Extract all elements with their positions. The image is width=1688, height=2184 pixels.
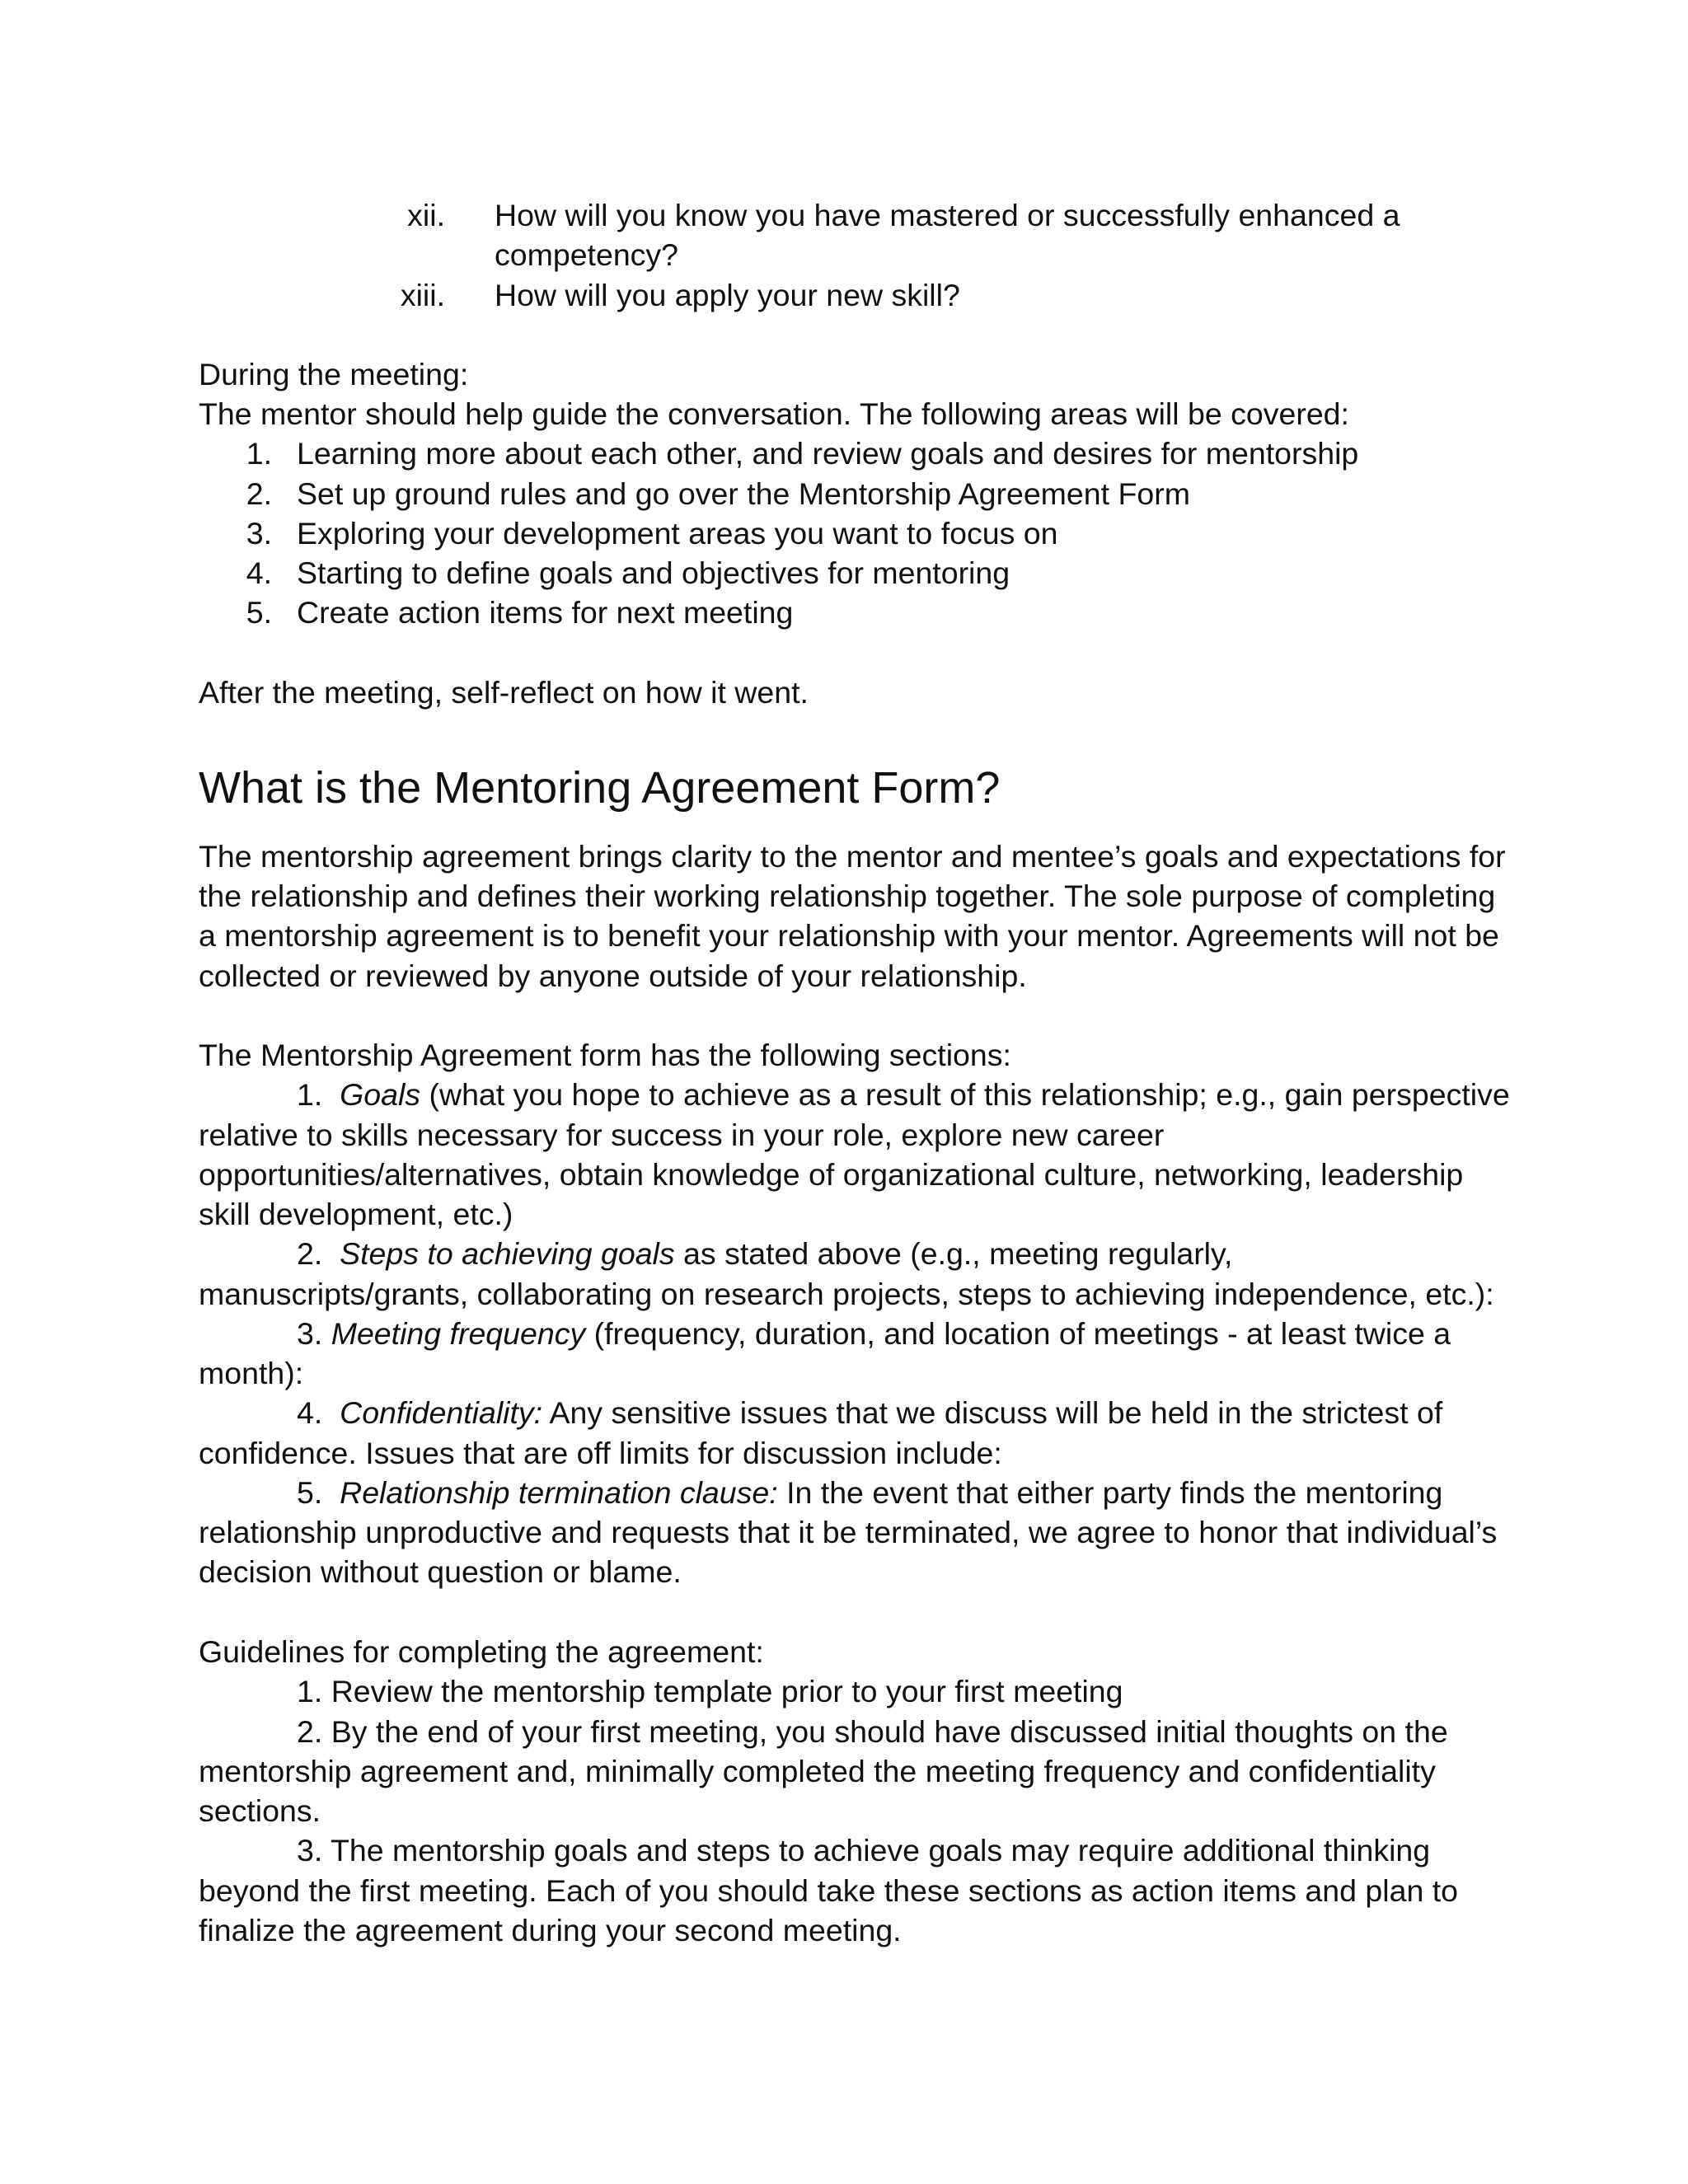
- list-item: Exploring your development areas you want to focus on: [297, 516, 1058, 551]
- section-num: 4.: [297, 1395, 323, 1430]
- guideline-item: 3. The mentorship goals and steps to achieve goals may require additional thinking: [297, 1833, 1431, 1868]
- section-text: manuscripts/grants, collaborating on research projects, steps to achieving independence, etc.):: [199, 1277, 1494, 1311]
- section-num: 1.: [297, 1077, 323, 1112]
- section-num: 2.: [297, 1236, 323, 1271]
- section-title: Meeting frequency: [331, 1316, 586, 1351]
- section-title: Confidentiality:: [340, 1395, 543, 1430]
- during-label: During the meeting:: [199, 357, 469, 391]
- section-num: 3.: [297, 1316, 323, 1351]
- section-text: relationship unproductive and requests that it be terminated, we agree to honor that individual’s: [199, 1515, 1498, 1549]
- list-item-number: 4.: [246, 555, 272, 590]
- section-text: In the event that either party finds the mentoring: [777, 1475, 1443, 1510]
- section-item-5: [297, 1473, 1442, 1512]
- roman-item-text: How will you know you have mastered or successfully enhanced a: [495, 198, 1400, 232]
- list-item-number: 2.: [246, 476, 272, 511]
- guideline-text: sections.: [199, 1793, 321, 1828]
- guideline-text: finalize the agreement during your second meeting.: [199, 1913, 902, 1947]
- list-item: Set up ground rules and go over the Mentorship Agreement Form: [297, 476, 1190, 511]
- guideline-text: beyond the first meeting. Each of you should take these sections as action items and plan to: [199, 1873, 1458, 1908]
- guideline-text: mentorship agreement and, minimally completed the meeting frequency and confidentiality: [199, 1754, 1436, 1788]
- during-intro: The mentor should help guide the conversation. The following areas will be covered:: [199, 396, 1349, 431]
- section-heading: What is the Mentoring Agreement Form?: [199, 763, 1001, 813]
- guidelines-label: Guidelines for completing the agreement:: [199, 1634, 764, 1669]
- section-title: Relationship termination clause:: [340, 1475, 778, 1510]
- section-text: relative to skills necessary for success in your role, explore new career: [199, 1118, 1165, 1152]
- section-text: (what you hope to achieve as a result of this relationship; e.g., gain perspective: [420, 1077, 1510, 1112]
- list-item: Starting to define goals and objectives for mentoring: [297, 555, 1010, 590]
- section-title: Goals: [340, 1077, 421, 1112]
- section-text: decision without question or blame.: [199, 1554, 682, 1589]
- section-text: Any sensitive issues that we discuss will be held in the strictest of: [542, 1395, 1443, 1430]
- roman-num: xii.: [407, 198, 445, 232]
- paragraph-line: the relationship and defines their working relationship together. The sole purpose of completing: [199, 879, 1496, 913]
- roman-item-text: How will you apply your new skill?: [495, 278, 960, 312]
- paragraph-line: collected or reviewed by anyone outside of your relationship.: [199, 958, 1027, 993]
- after-meeting-text: After the meeting, self-reflect on how it went.: [199, 675, 809, 710]
- list-item-number: 5.: [246, 595, 272, 630]
- sections-label: The Mentorship Agreement form has the following sections:: [199, 1038, 1011, 1072]
- section-text: month):: [199, 1356, 304, 1390]
- section-text: confidence. Issues that are off limits for discussion include:: [199, 1436, 1002, 1470]
- section-text: opportunities/alternatives, obtain knowledge of organizational culture, networking, leadership: [199, 1157, 1464, 1192]
- section-item-1: [297, 1075, 1510, 1114]
- section-title: Steps to achieving goals: [340, 1236, 675, 1271]
- paragraph-line: The mentorship agreement brings clarity to the mentor and mentee’s goals and expectations for: [199, 839, 1506, 874]
- section-num: 5.: [297, 1475, 323, 1510]
- section-text: as stated above (e.g., meeting regularly,: [674, 1236, 1233, 1271]
- section-text: skill development, etc.): [199, 1197, 513, 1231]
- section-item-2: [297, 1234, 1232, 1273]
- guideline-item: 2. By the end of your first meeting, you should have discussed initial thoughts on the: [297, 1714, 1448, 1749]
- paragraph-line: a mentorship agreement is to benefit your relationship with your mentor. Agreements will not be: [199, 918, 1499, 953]
- list-item-number: 3.: [246, 516, 272, 551]
- roman-num: xiii.: [400, 278, 445, 312]
- section-item-3: [297, 1314, 1451, 1353]
- list-item-number: 1.: [246, 436, 272, 471]
- list-item: Create action items for next meeting: [297, 595, 794, 630]
- guideline-item: 1. Review the mentorship template prior to your first meeting: [297, 1674, 1123, 1708]
- list-item: Learning more about each other, and review goals and desires for mentorship: [297, 436, 1359, 471]
- section-item-4: [297, 1393, 1442, 1432]
- roman-item-text: competency?: [495, 237, 679, 272]
- section-text: (frequency, duration, and location of meetings - at least twice a: [585, 1316, 1451, 1351]
